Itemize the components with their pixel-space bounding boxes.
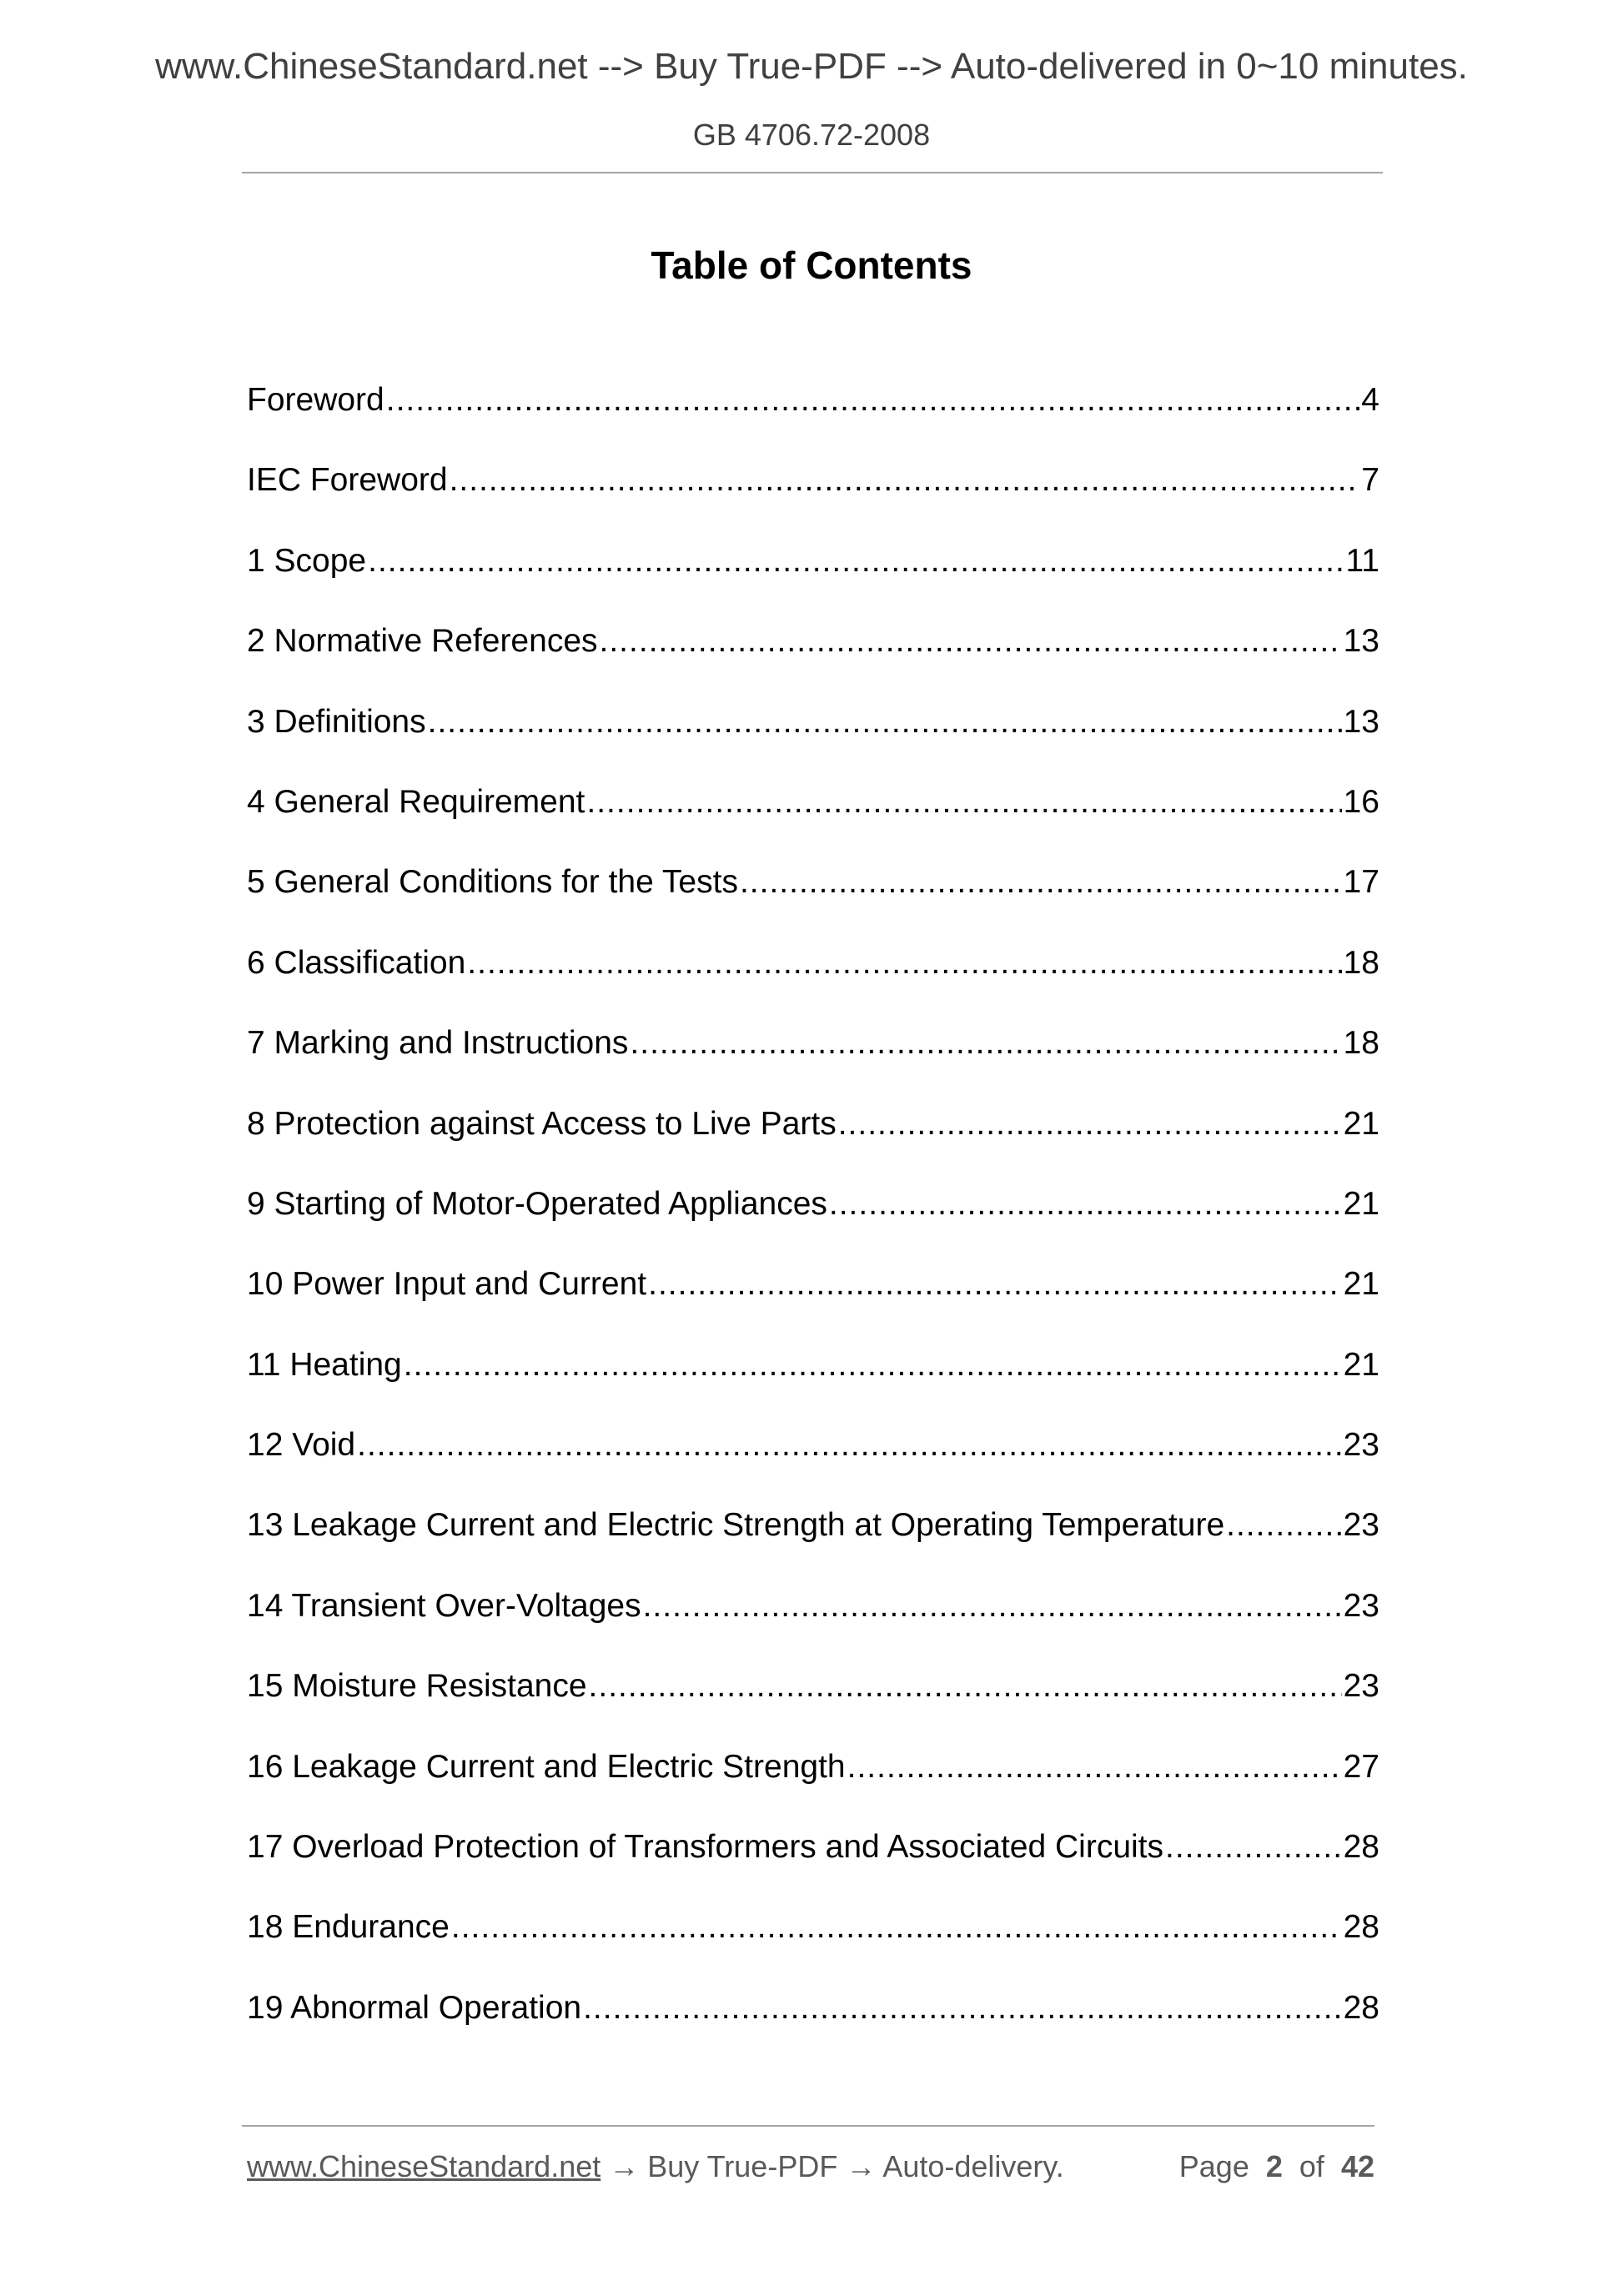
toc-entry-page: 18 — [1343, 1025, 1379, 1062]
toc-entry-protection-live-parts[interactable] — [247, 1103, 1379, 1183]
toc-leader-dots — [740, 861, 1342, 904]
toc-leader-dots — [829, 1183, 1342, 1226]
toc-entry-void[interactable] — [247, 1424, 1379, 1504]
toc-entry-page: 27 — [1343, 1748, 1379, 1785]
toc-entry-label: 4 General Requirement — [247, 783, 585, 820]
toc-entry-page: 4 — [1361, 382, 1379, 418]
toc-leader-dots — [357, 1424, 1341, 1467]
toc-entry-page: 17 — [1343, 864, 1379, 901]
toc-entry-label: 12 Void — [247, 1427, 356, 1464]
toc-leader-dots — [428, 701, 1342, 744]
toc-entry-label: 5 General Conditions for the Tests — [247, 864, 738, 901]
toc-entry-label: 1 Scope — [247, 542, 367, 579]
toc-entry-page: 28 — [1343, 1829, 1379, 1866]
toc-entry-iec-foreword[interactable] — [247, 459, 1379, 539]
toc-entry-label: 19 Abnormal Operation — [247, 1989, 582, 2026]
toc-entry-label: 16 Leakage Current and Electric Strength — [247, 1748, 846, 1785]
page-total: 42 — [1340, 2149, 1374, 2183]
toc-entry-page: 13 — [1343, 623, 1379, 660]
toc-entry-page: 28 — [1343, 1989, 1379, 2026]
toc-entry-label: 13 Leakage Current and Electric Strength at Operating Temperature — [247, 1507, 1225, 1544]
toc-entry-label: 6 Classification — [247, 944, 466, 981]
toc-entry-endurance[interactable] — [247, 1906, 1379, 1986]
toc-entry-label: 2 Normative References — [247, 623, 598, 660]
top-banner: www.ChineseStandard.net --> Buy True-PDF --> Auto-delivered in 0~10 minutes. — [155, 46, 1468, 87]
toc-entry-abnormal-operation[interactable] — [247, 1987, 1379, 2067]
toc-entry-page: 23 — [1343, 1507, 1379, 1544]
toc-leader-dots — [386, 379, 1360, 422]
toc-entry-normative-references[interactable] — [247, 620, 1379, 700]
toc-entry-foreword[interactable] — [247, 379, 1379, 459]
toc-entry-page: 23 — [1343, 1668, 1379, 1705]
toc-entry-page: 21 — [1343, 1346, 1379, 1383]
footer-tagline: → Buy True-PDF → Auto-delivery. — [600, 2149, 1064, 2183]
page-indicator — [1179, 2145, 1374, 2188]
toc-entry-label: IEC Foreword — [247, 462, 448, 499]
toc-entry-leakage-operating-temp[interactable] — [247, 1504, 1379, 1584]
toc-entry-classification[interactable] — [247, 942, 1379, 1022]
toc-leader-dots — [838, 1103, 1342, 1146]
toc-entry-leakage-electric-strength[interactable] — [247, 1746, 1379, 1826]
toc-entry-label: 8 Protection against Access to Live Parts — [247, 1105, 837, 1142]
toc-entry-label: 3 Definitions — [247, 703, 426, 740]
toc-leader-dots — [1165, 1826, 1342, 1869]
toc-leader-dots — [450, 459, 1360, 502]
toc-leader-dots — [643, 1585, 1342, 1628]
toc-leader-dots — [630, 1022, 1341, 1065]
toc-entry-label: 9 Starting of Motor-Operated Appliances — [247, 1185, 827, 1222]
toc-entry-overload-protection[interactable] — [247, 1826, 1379, 1906]
page-label: Page — [1178, 2149, 1249, 2183]
toc-entry-scope[interactable] — [247, 540, 1379, 620]
toc-leader-dots — [589, 1665, 1342, 1708]
toc-list — [247, 379, 1379, 2067]
toc-entry-transient-over-voltages[interactable] — [247, 1585, 1379, 1665]
toc-leader-dots — [1226, 1504, 1341, 1547]
toc-leader-dots — [600, 620, 1342, 663]
page-footer — [247, 2145, 1374, 2188]
toc-entry-label: Foreword — [247, 382, 384, 418]
footer-site-link[interactable]: www.ChineseStandard.net — [247, 2149, 601, 2183]
toc-leader-dots — [847, 1746, 1342, 1789]
toc-entry-heating[interactable] — [247, 1344, 1379, 1424]
footer-promo — [247, 2145, 1064, 2188]
toc-entry-page: 18 — [1343, 944, 1379, 981]
toc-entry-label: 15 Moisture Resistance — [247, 1668, 587, 1705]
toc-entry-label: 18 Endurance — [247, 1909, 450, 1946]
toc-entry-label: 7 Marking and Instructions — [247, 1025, 629, 1062]
header-divider — [242, 172, 1383, 173]
toc-title: Table of Contents — [651, 244, 972, 287]
toc-entry-label: 14 Transient Over-Voltages — [247, 1587, 641, 1624]
toc-entry-page: 16 — [1343, 783, 1379, 820]
toc-entry-page: 28 — [1343, 1909, 1379, 1946]
toc-entry-page: 23 — [1343, 1587, 1379, 1624]
toc-leader-dots — [586, 781, 1341, 824]
toc-entry-page: 21 — [1343, 1266, 1379, 1303]
toc-leader-dots — [648, 1263, 1341, 1306]
toc-entry-page: 7 — [1361, 462, 1379, 499]
footer-divider — [242, 2125, 1374, 2127]
toc-entry-starting-motor[interactable] — [247, 1183, 1379, 1263]
toc-entry-general-requirement[interactable] — [247, 781, 1379, 861]
toc-entry-label: 11 Heating — [247, 1346, 402, 1383]
toc-leader-dots — [404, 1344, 1342, 1387]
toc-entry-label: 17 Overload Protection of Transformers and Associated Circuits — [247, 1829, 1164, 1866]
toc-entry-general-conditions[interactable] — [247, 861, 1379, 941]
toc-leader-dots — [467, 942, 1341, 985]
toc-leader-dots — [451, 1906, 1342, 1949]
toc-entry-power-input[interactable] — [247, 1263, 1379, 1343]
document-code: GB 4706.72-2008 — [692, 118, 931, 152]
page-current: 2 — [1265, 2149, 1283, 2183]
toc-entry-page: 11 — [1345, 542, 1379, 579]
page-of-label: of — [1299, 2149, 1324, 2183]
toc-entry-marking-instructions[interactable] — [247, 1022, 1379, 1102]
toc-entry-label: 10 Power Input and Current — [247, 1266, 647, 1303]
toc-leader-dots — [583, 1987, 1342, 2030]
toc-entry-page: 23 — [1343, 1427, 1379, 1464]
toc-entry-page: 21 — [1343, 1105, 1379, 1142]
toc-entry-page: 13 — [1343, 703, 1379, 740]
toc-entry-moisture-resistance[interactable] — [247, 1665, 1379, 1745]
toc-entry-page: 21 — [1343, 1185, 1379, 1222]
toc-entry-definitions[interactable] — [247, 701, 1379, 781]
toc-leader-dots — [368, 540, 1344, 583]
